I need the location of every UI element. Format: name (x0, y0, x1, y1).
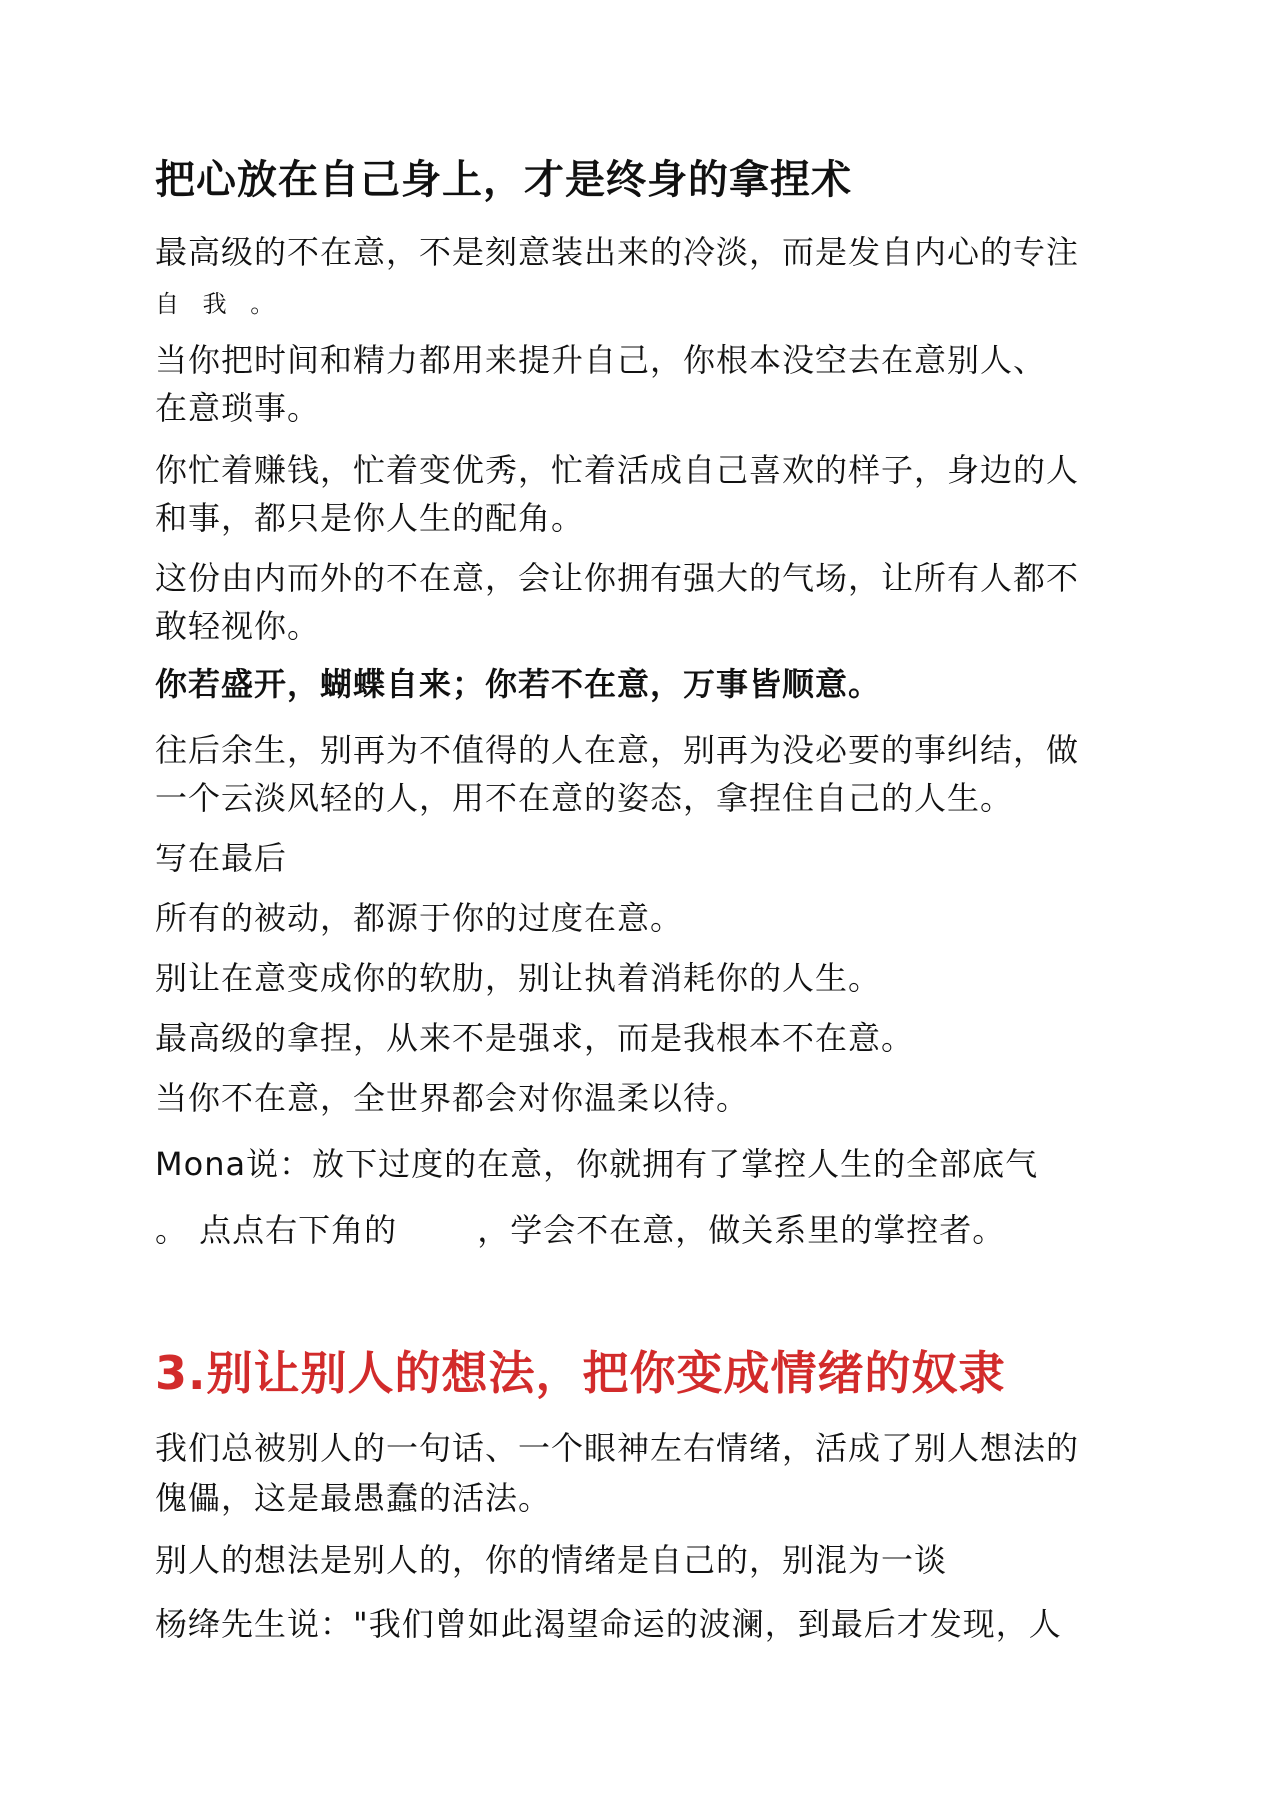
paragraph-line: 一个云淡风轻的人，用不在意的姿态，拿捏住自己的人生。 (155, 779, 1014, 817)
paragraph-line: 别人的想法是别人的，你的情绪是自己的，别混为一谈 (155, 1541, 948, 1579)
paragraph-line: 最高级的拿捏，从来不是强求，而是我根本不在意。 (155, 1019, 915, 1057)
emphasis-line: 你若盛开，蝴蝶自来；你若不在意，万事皆顺意。 (155, 665, 882, 703)
paragraph-fragment: ，学会不在意，做关系里的掌控者。 (477, 1211, 1006, 1249)
section-title-red: 3.别让别人的想法，把你变成情绪的奴隶 (155, 1346, 1006, 1400)
paragraph-line: 敢轻视你。 (155, 607, 321, 645)
paragraph-line: 傀儡，这是最愚蠢的活法。 (155, 1479, 552, 1517)
paragraph-line: Mona说：放下过度的在意，你就拥有了掌控人生的全部底气 (155, 1145, 1039, 1183)
paragraph-line: 自 我 。 (155, 290, 283, 318)
paragraph-line: 最高级的不在意，不是刻意装出来的冷淡，而是发自内心的专注 (155, 233, 1080, 271)
paragraph-line: 我们总被别人的一句话、一个眼神左右情绪，活成了别人想法的 (155, 1429, 1080, 1467)
paragraph-fragment: 。 点点右下角的 (155, 1211, 398, 1249)
paragraph-line: 当你把时间和精力都用来提升自己，你根本没空去在意别人、 (155, 341, 1047, 379)
paragraph-line: 你忙着赚钱，忙着变优秀，忙着活成自己喜欢的样子，身边的人 (155, 451, 1080, 489)
paragraph-line: 当你不在意，全世界都会对你温柔以待。 (155, 1079, 750, 1117)
paragraph-line: 杨绛先生说："我们曾如此渴望命运的波澜，到最后才发现，人 (155, 1605, 1062, 1643)
paragraph-line: 往后余生，别再为不值得的人在意，别再为没必要的事纠结，做 (155, 731, 1080, 769)
paragraph-line: 和事，都只是你人生的配角。 (155, 499, 585, 537)
paragraph-line: 别让在意变成你的软肋，别让执着消耗你的人生。 (155, 959, 882, 997)
paragraph-line: 这份由内而外的不在意，会让你拥有强大的气场，让所有人都不 (155, 559, 1080, 597)
section-title: 把心放在自己身上，才是终身的拿捏术 (155, 157, 852, 203)
paragraph-line: 所有的被动，都源于你的过度在意。 (155, 899, 684, 937)
paragraph-line (155, 1210, 1115, 1250)
paragraph-line: 在意琐事。 (155, 389, 321, 427)
subheading-line: 写在最后 (155, 839, 288, 877)
